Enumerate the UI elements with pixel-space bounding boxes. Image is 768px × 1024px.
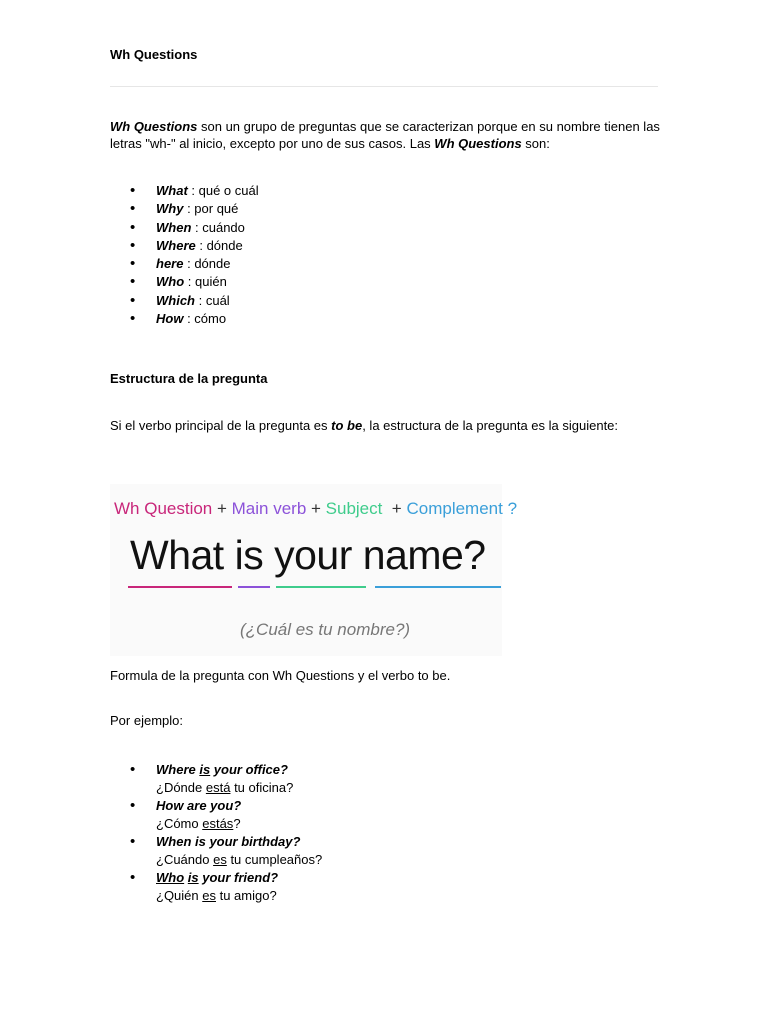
example-es-part: ¿Cuándo: [156, 852, 214, 867]
wh-underline: [128, 586, 232, 588]
list-item: [110, 273, 259, 291]
figure-caption: Formula de la pregunta con Wh Questions y el verbo to be.: [110, 668, 451, 683]
list-item: [110, 761, 322, 797]
example-es-part: ?: [233, 816, 241, 831]
example-spanish: [156, 779, 322, 797]
wh-word: What: [156, 183, 188, 198]
wh-separator: :: [195, 237, 207, 253]
wh-word: When: [156, 219, 192, 235]
list-item: [110, 310, 259, 328]
list-item: [110, 182, 259, 200]
example-english: [156, 797, 322, 815]
formula-subject: Subject: [325, 499, 383, 518]
list-item: [110, 833, 322, 869]
formula-plus: +: [382, 499, 407, 518]
example-es-part: ¿Quién: [156, 888, 203, 903]
list-item: [110, 797, 322, 833]
formula-wh-question: Wh Question: [114, 499, 213, 518]
sentence-translation: (¿Cuál es tu nombre?): [240, 620, 411, 639]
example-spanish: [156, 851, 322, 869]
example-english: [156, 761, 322, 779]
wh-separator: :: [184, 274, 195, 290]
wh-separator: :: [187, 183, 199, 198]
example-english: [156, 869, 322, 887]
example-en-verb: is: [199, 762, 211, 777]
structure-text-end: , la estructura de la pregunta es la siguiente:: [362, 418, 619, 433]
examples-title: Por ejemplo:: [110, 713, 183, 728]
example-spanish: [156, 815, 322, 833]
wh-separator: :: [191, 219, 203, 235]
wh-word: Who: [156, 274, 185, 290]
example-es-verb: está: [205, 780, 231, 795]
verb-underline: [238, 586, 270, 588]
wh-word: Why: [156, 201, 184, 217]
list-item: [110, 255, 259, 273]
wh-meaning: cuándo: [202, 219, 245, 235]
page-title: Wh Questions: [110, 47, 198, 62]
example-en-part: Where: [156, 762, 200, 777]
wh-word: Where: [156, 237, 196, 253]
complement-underline: [375, 586, 501, 588]
wh-meaning: dónde: [206, 237, 243, 253]
example-spanish: [156, 887, 322, 905]
example-es-part: tu amigo?: [215, 888, 277, 903]
example-en-part: When is your birthday?: [156, 834, 301, 849]
examples-list: [110, 761, 322, 905]
intro-paragraph: [110, 118, 665, 152]
list-item: [110, 237, 259, 255]
wh-meaning: qué o cuál: [198, 183, 259, 198]
formula-line: [114, 499, 517, 519]
wh-word: How: [156, 311, 184, 327]
example-english: [156, 833, 322, 851]
formula-figure: [110, 484, 518, 656]
subject-underline: [276, 586, 366, 588]
wh-meaning: cómo: [194, 311, 227, 327]
wh-words-list: [110, 182, 259, 328]
wh-meaning: quién: [195, 274, 227, 290]
example-en-wh: Who: [156, 870, 185, 885]
example-es-part: ¿Cómo: [156, 816, 203, 831]
intro-text: son un grupo de preguntas que se caracterizan porque en su nombre tienen las letras "wh-" al inicio, excepto por uno de sus casos. Las: [110, 119, 660, 151]
intro-term-2: Wh Questions: [434, 136, 522, 151]
example-es-verb: es: [202, 888, 216, 903]
wh-meaning: por qué: [194, 201, 239, 217]
divider: [110, 86, 658, 87]
list-item: [110, 292, 259, 310]
section-title: Estructura de la pregunta: [110, 371, 268, 386]
example-en-part: your office?: [210, 762, 288, 777]
example-sentence: What is your name?: [130, 532, 486, 578]
wh-word: Which: [156, 292, 195, 308]
formula-complement: Complement ?: [406, 499, 518, 518]
example-en-part: your friend?: [198, 870, 279, 885]
intro-term: Wh Questions: [110, 119, 198, 134]
wh-meaning: dónde: [194, 256, 231, 272]
structure-text: Si el verbo principal de la pregunta es: [110, 418, 332, 433]
wh-meaning: cuál: [205, 292, 230, 308]
to-be-term: to be: [331, 418, 363, 433]
example-en-verb: is: [187, 870, 199, 885]
example-es-part: tu oficina?: [230, 780, 294, 795]
formula-plus: +: [212, 499, 232, 518]
wh-separator: :: [183, 201, 195, 217]
list-item: [110, 869, 322, 905]
formula-plus: +: [306, 499, 326, 518]
example-es-part: ¿Dónde: [156, 780, 206, 795]
wh-separator: :: [183, 311, 195, 327]
example-es-part: tu cumpleaños?: [226, 852, 323, 867]
example-es-verb: es: [213, 852, 227, 867]
list-item: [110, 219, 259, 237]
wh-separator: :: [183, 256, 195, 272]
wh-word: here: [156, 256, 184, 272]
example-es-verb: estás: [202, 816, 234, 831]
structure-paragraph: [110, 417, 665, 434]
formula-main-verb: Main verb: [231, 499, 307, 518]
intro-text-end: son:: [521, 136, 550, 151]
wh-separator: :: [195, 292, 206, 308]
example-en-part: How are you?: [156, 798, 242, 813]
list-item: [110, 200, 259, 218]
